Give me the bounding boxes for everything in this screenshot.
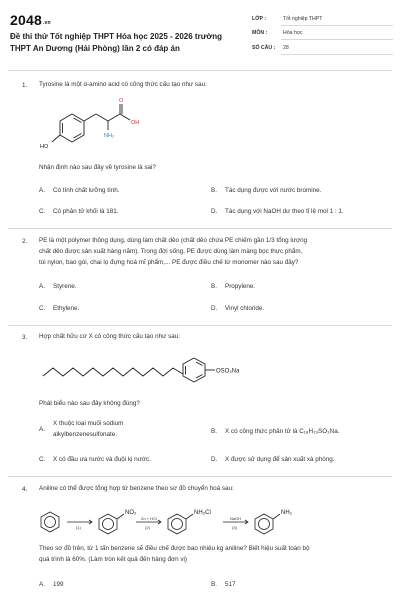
exam-title bbox=[10, 31, 245, 54]
question-2-line: PE là một polymer thông dụng, dùng làm chất dẻo (chất dẻo chứa PE chiếm gần 1/3 tổng lượng bbox=[39, 237, 308, 244]
question-2-line: chất dẻo được sản xuất hàng năm). Trong đời sống, PE được dùng làm màng bọc thực phẩm, bbox=[39, 248, 303, 255]
scheme-step-2: (2) bbox=[145, 525, 150, 530]
question-2-option-b[interactable]: B. Propylene. bbox=[211, 283, 256, 290]
structure-label-nh2: NH₂ bbox=[104, 133, 115, 139]
question-4-line: quá trình là 60%. (Làm tròn kết quả đến hàng đơn vị) bbox=[39, 556, 187, 563]
question-4-line: Theo sơ đồ trên, từ 1 tấn benzene sẽ điều chế được bao nhiêu kg aniline? Biết hiệu suất toàn bộ bbox=[39, 545, 310, 552]
question-3-prompt: Phát biểu nào sau đây không đúng? bbox=[39, 400, 140, 407]
question-1-number: 1. bbox=[22, 82, 28, 89]
tyrosine-structure bbox=[40, 96, 180, 158]
question-3-option-d[interactable]: D. X được sử dụng để sản xuất xà phòng. bbox=[211, 456, 335, 463]
question-3-option-a[interactable]: A.X thuộc loại muối sodium alkylbenzenesulfonate. bbox=[39, 420, 124, 438]
scheme-step-3: (3) bbox=[232, 525, 237, 530]
scheme-label-nh2: NH₂ bbox=[281, 510, 292, 516]
aniline-synthesis-scheme bbox=[36, 500, 366, 540]
scheme-step-1: (1) bbox=[76, 525, 81, 530]
question-2-text bbox=[39, 235, 389, 268]
scheme-label-nh3cl: NH₃Cl bbox=[194, 510, 211, 516]
question-2-line: túi nylon, bao gói, chai lọ đựng hoá mĩ phẩm,... PE được điều chế từ monomer nào sau đây? bbox=[39, 259, 299, 266]
structure-label-ho: HO bbox=[40, 144, 49, 150]
meta-key-class: LỚP : bbox=[252, 16, 267, 22]
scheme-label-no2: NO₂ bbox=[125, 510, 137, 516]
question-1-option-c[interactable]: C. Có phân tử khối là 181. bbox=[39, 208, 119, 215]
meta-value-subject: Hóa học bbox=[283, 30, 303, 36]
exam-title-line-2: THPT An Dương (Hải Phòng) lần 2 có đáp án bbox=[10, 43, 180, 53]
question-1-prompt: Nhận định nào sau đây về tyrosine là sai? bbox=[39, 164, 156, 171]
exam-title-line-1: Đề thi thử Tốt nghiệp THPT Hóa học 2025 - 2026 trường bbox=[10, 32, 222, 41]
scheme-step-3-reagent: NaOH bbox=[230, 516, 242, 521]
question-2-option-a[interactable]: A. Styrene. bbox=[39, 283, 77, 290]
question-4-body bbox=[39, 543, 391, 565]
question-3-number: 3. bbox=[22, 334, 28, 341]
question-divider bbox=[8, 325, 392, 326]
meta-key-subject: MÔN : bbox=[252, 30, 268, 36]
structure-label-oso3na: OSO₃Na bbox=[216, 368, 240, 375]
exam-meta bbox=[252, 16, 397, 64]
meta-divider bbox=[281, 54, 393, 55]
meta-divider bbox=[281, 25, 393, 26]
question-3-option-b[interactable]: B. X có công thức phân tử là C₁₈H₂₉SO₃Na. bbox=[211, 428, 340, 435]
structure-label-o: O bbox=[119, 98, 124, 104]
question-3-text: Hợp chất hữu cơ X có công thức cấu tạo như sau: bbox=[39, 333, 180, 340]
question-4-number: 4. bbox=[22, 486, 28, 493]
meta-divider bbox=[281, 39, 393, 40]
meta-value-count: 28 bbox=[283, 45, 289, 51]
question-4-option-b[interactable]: B. 517 bbox=[211, 581, 236, 588]
question-2-option-d[interactable]: D. Vinyl chloride. bbox=[211, 305, 265, 312]
question-2-number: 2. bbox=[22, 238, 28, 245]
question-3-option-c[interactable]: C. X có đầu ưa nước và đuôi kị nước. bbox=[39, 456, 151, 463]
meta-value-class: Tốt nghiệp THPT bbox=[283, 16, 323, 22]
question-divider bbox=[8, 228, 392, 229]
question-1-option-d[interactable]: D. Tác dụng với NaOH dư theo tỉ lệ mol 1 : 1. bbox=[211, 208, 344, 215]
question-1-text: Tyrosine là một α-amino acid có công thức cấu tạo như sau: bbox=[39, 81, 207, 88]
header-divider bbox=[8, 70, 392, 71]
logo-tld: .vn bbox=[42, 20, 51, 26]
question-divider bbox=[8, 476, 392, 477]
meta-key-count: SỐ CÂU : bbox=[252, 45, 276, 51]
structure-label-oh: OH bbox=[131, 120, 140, 126]
question-1-option-a[interactable]: A. Có tính chất lưỡng tính. bbox=[39, 187, 120, 194]
question-4-option-a[interactable]: A. 199 bbox=[39, 581, 64, 588]
scheme-step-2-reagent: Zn + HCl bbox=[141, 516, 157, 521]
question-2-option-c[interactable]: C. Ethylene. bbox=[39, 305, 80, 312]
site-logo[interactable]: 2048.vn bbox=[10, 12, 51, 28]
question-1-option-b[interactable]: B. Tác dụng được với nước bromine. bbox=[211, 187, 322, 194]
question-4-text: Aniline có thể được tổng hợp từ benzene theo sơ đồ chuyển hoá sau: bbox=[39, 485, 234, 492]
alkylbenzene-structure bbox=[40, 350, 280, 390]
